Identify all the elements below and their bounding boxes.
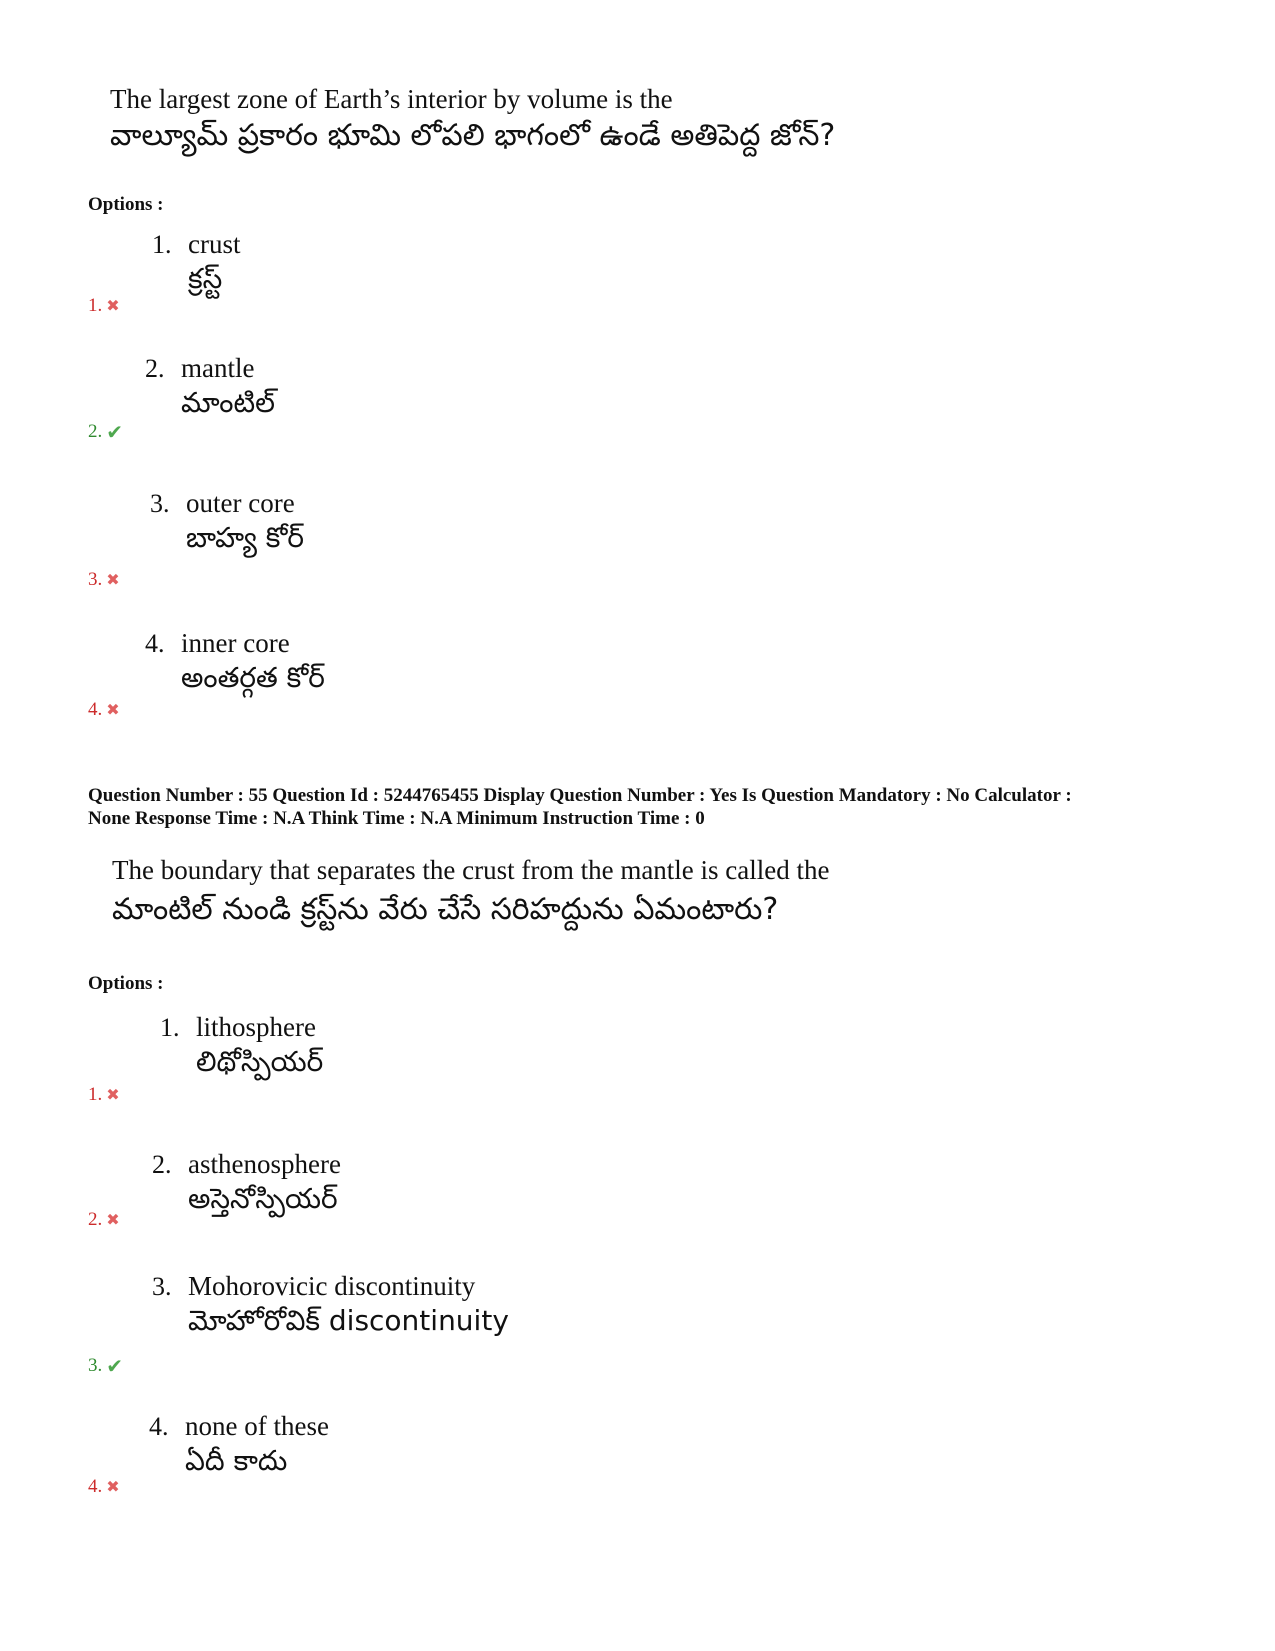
marker-number: 3. <box>88 1355 103 1376</box>
option-text-en: Mohorovicic discontinuity <box>188 1271 476 1301</box>
cross-icon: ✖ <box>106 1477 120 1496</box>
q55-option-3-marker <box>88 1355 123 1377</box>
q55-option-4 <box>149 1411 329 1484</box>
cross-icon: ✖ <box>106 1085 120 1104</box>
option-text-en: mantle <box>181 353 255 383</box>
q54-option-2-marker <box>88 421 123 443</box>
q55-option-3 <box>152 1271 509 1344</box>
option-text-te: అంతర్గత కోర్ <box>181 661 325 694</box>
question-55-meta <box>88 784 1208 830</box>
option-number: 1. <box>160 1013 180 1042</box>
marker-number: 4. <box>88 699 103 720</box>
option-number: 1. <box>152 230 172 259</box>
marker-number: 2. <box>88 421 103 442</box>
cross-icon: ✖ <box>106 700 120 719</box>
option-number: 2. <box>145 354 165 383</box>
marker-number: 4. <box>88 1476 103 1497</box>
marker-number: 1. <box>88 1084 103 1105</box>
option-text-te: బాహ్య కోర్ <box>186 521 305 554</box>
q55-option-1 <box>160 1012 323 1085</box>
q54-option-1-marker <box>88 295 120 317</box>
cross-icon: ✖ <box>106 570 120 589</box>
option-text-te: అస్తెనోస్పియర్ <box>188 1182 338 1215</box>
check-icon: ✔ <box>106 420 124 444</box>
q55-option-2-marker <box>88 1209 120 1231</box>
question-54-text-te: వాల్యూమ్ ప్రకారం భూమి లోపలి భాగంలో ఉండే అతిపెద్ద జోన్? <box>110 118 836 153</box>
options-title: Options : <box>88 194 164 215</box>
q55-option-1-marker <box>88 1084 120 1106</box>
option-text-en: none of these <box>185 1411 329 1441</box>
option-text-te: మాంటిల్ <box>181 386 275 419</box>
q54-option-2 <box>145 353 275 426</box>
q55-option-2 <box>152 1149 341 1222</box>
q54-option-1 <box>152 229 240 302</box>
meta-line-2: None Response Time : N.A Think Time : N.A Minimum Instruction Time : 0 <box>88 808 705 829</box>
cross-icon: ✖ <box>106 1210 120 1229</box>
option-number: 3. <box>152 1272 172 1301</box>
question-55-text-en: The boundary that separates the crust from the mantle is called the <box>112 855 830 885</box>
option-text-en: inner core <box>181 628 290 658</box>
marker-number: 2. <box>88 1209 103 1230</box>
options-title: Options : <box>88 973 164 994</box>
q54-option-4-marker <box>88 699 120 721</box>
option-text-en: crust <box>188 229 241 259</box>
option-number: 2. <box>152 1150 172 1179</box>
option-text-te: మోహోరోవిక్ discontinuity <box>188 1304 509 1337</box>
question-55-text-te: మాంటిల్ నుండి క్రస్ట్‌ను వేరు చేసే సరిహద్దును ఏమంటారు? <box>112 892 779 927</box>
option-number: 4. <box>149 1412 169 1441</box>
question-54-text-en: The largest zone of Earth’s interior by volume is the <box>110 84 673 114</box>
marker-number: 1. <box>88 295 103 316</box>
marker-number: 3. <box>88 569 103 590</box>
meta-line-1: Question Number : 55 Question Id : 5244765455 Display Question Number : Yes Is Question Mandatory : No Calculator : <box>88 785 1072 806</box>
q55-option-4-marker <box>88 1476 120 1498</box>
q54-option-3 <box>150 488 304 561</box>
q54-option-3-marker <box>88 569 120 591</box>
option-number: 3. <box>150 489 170 518</box>
option-text-te: ఏదీ కాదు <box>185 1444 288 1477</box>
check-icon: ✔ <box>106 1354 124 1378</box>
option-text-en: lithosphere <box>196 1012 316 1042</box>
option-text-en: outer core <box>186 488 295 518</box>
option-text-te: క్రస్ట్ <box>188 262 223 295</box>
option-text-te: లిథోస్పియర్ <box>196 1045 324 1078</box>
q54-option-4 <box>145 628 325 701</box>
cross-icon: ✖ <box>106 296 120 315</box>
option-text-en: asthenosphere <box>188 1149 341 1179</box>
option-number: 4. <box>145 629 165 658</box>
